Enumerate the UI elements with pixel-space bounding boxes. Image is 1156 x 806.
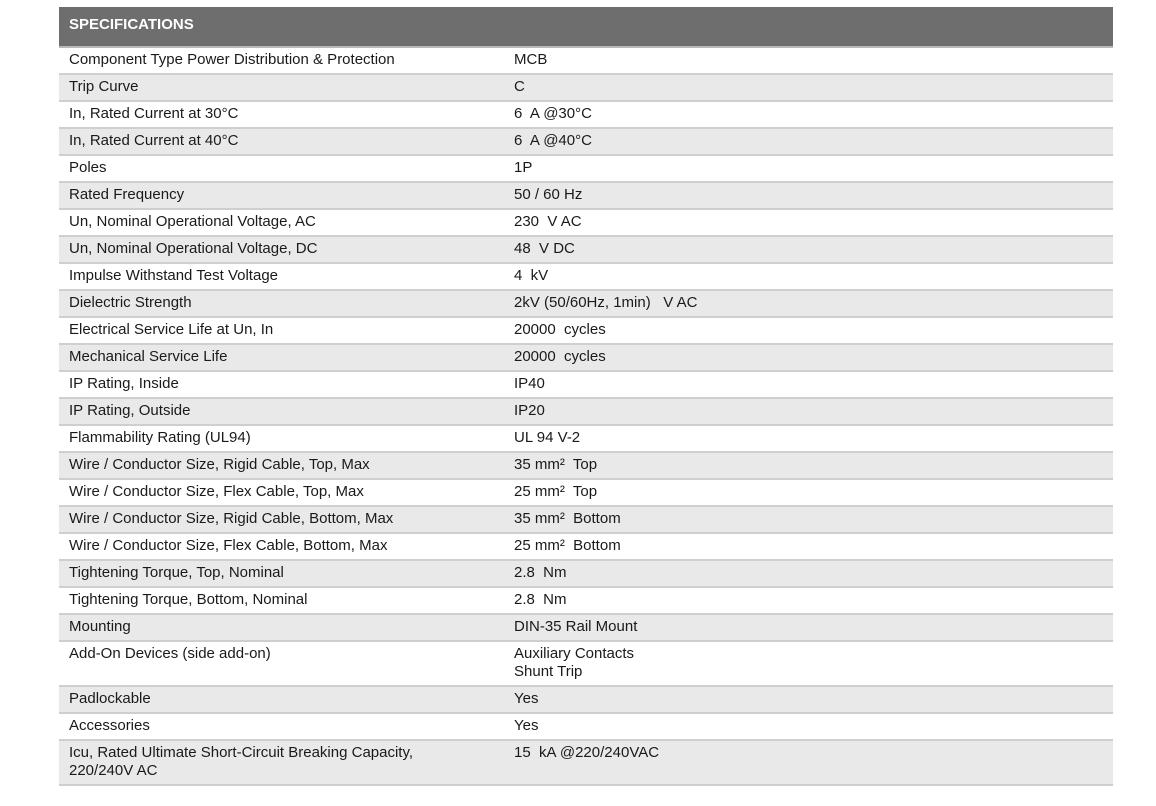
spec-value: UL 94 V-2 bbox=[514, 429, 581, 446]
table-row bbox=[59, 102, 1113, 129]
table-row bbox=[59, 399, 1113, 426]
spec-label: Rated Frequency bbox=[69, 186, 185, 203]
spec-label: Mounting bbox=[69, 618, 131, 635]
spec-value: 2.8 Nm bbox=[514, 591, 567, 608]
specifications-table bbox=[59, 48, 1113, 786]
spec-label: Flammability Rating (UL94) bbox=[69, 429, 251, 446]
spec-value: 50 / 60 Hz bbox=[514, 186, 583, 203]
spec-value: IP20 bbox=[514, 402, 545, 419]
table-row bbox=[59, 642, 1113, 687]
spec-label: Dielectric Strength bbox=[69, 294, 192, 311]
spec-label: Add-On Devices (side add-on) bbox=[69, 645, 271, 662]
spec-label: Poles bbox=[69, 159, 107, 176]
specifications-sheet bbox=[59, 7, 1113, 786]
spec-label: Wire / Conductor Size, Flex Cable, Top, Max bbox=[69, 483, 364, 500]
spec-value: 4 kV bbox=[514, 267, 549, 284]
table-row bbox=[59, 237, 1113, 264]
spec-label: Impulse Withstand Test Voltage bbox=[69, 267, 279, 284]
spec-label: In, Rated Current at 40°C bbox=[69, 132, 239, 149]
table-row bbox=[59, 75, 1113, 102]
table-row bbox=[59, 426, 1113, 453]
table-row bbox=[59, 687, 1113, 714]
table-row bbox=[59, 210, 1113, 237]
spec-label: IP Rating, Outside bbox=[69, 402, 191, 419]
spec-value: 6 A @30°C bbox=[514, 105, 592, 122]
spec-value: DIN-35 Rail Mount bbox=[514, 618, 638, 635]
table-row bbox=[59, 480, 1113, 507]
table-row bbox=[59, 588, 1113, 615]
table-row bbox=[59, 345, 1113, 372]
table-row bbox=[59, 615, 1113, 642]
spec-value: Auxiliary Contacts Shunt Trip bbox=[514, 645, 635, 680]
spec-value: 20000 cycles bbox=[514, 348, 606, 365]
spec-value: Yes bbox=[514, 690, 539, 707]
spec-label: Mechanical Service Life bbox=[69, 348, 228, 365]
spec-label: Trip Curve bbox=[69, 78, 139, 95]
table-row bbox=[59, 453, 1113, 480]
table-row bbox=[59, 534, 1113, 561]
table-row bbox=[59, 714, 1113, 741]
spec-value: 48 V DC bbox=[514, 240, 575, 257]
table-row bbox=[59, 183, 1113, 210]
table-row bbox=[59, 264, 1113, 291]
table-row bbox=[59, 156, 1113, 183]
spec-label: Tightening Torque, Top, Nominal bbox=[69, 564, 284, 581]
table-row bbox=[59, 318, 1113, 345]
spec-value: 35 mm² Top bbox=[514, 456, 598, 473]
spec-value: 35 mm² Bottom bbox=[514, 510, 621, 527]
spec-label: Un, Nominal Operational Voltage, DC bbox=[69, 240, 318, 257]
spec-value: 6 A @40°C bbox=[514, 132, 592, 149]
spec-value: 2kV (50/60Hz, 1min) V AC bbox=[514, 294, 698, 311]
spec-label: Component Type Power Distribution & Protection bbox=[69, 51, 395, 68]
spec-label: Un, Nominal Operational Voltage, AC bbox=[69, 213, 316, 230]
spec-label: Wire / Conductor Size, Rigid Cable, Bottom, Max bbox=[69, 510, 394, 527]
spec-value: C bbox=[514, 78, 525, 95]
table-row bbox=[59, 372, 1113, 399]
table-row bbox=[59, 741, 1113, 786]
table-row bbox=[59, 48, 1113, 75]
spec-value: 15 kA @220/240VAC bbox=[514, 744, 660, 761]
table-row bbox=[59, 129, 1113, 156]
spec-value: 2.8 Nm bbox=[514, 564, 567, 581]
spec-value: 230 V AC bbox=[514, 213, 582, 230]
spec-label: Accessories bbox=[69, 717, 150, 734]
spec-value: 25 mm² Bottom bbox=[514, 537, 621, 554]
section-title: SPECIFICATIONS bbox=[59, 7, 1113, 48]
spec-value: IP40 bbox=[514, 375, 545, 392]
spec-value: 1P bbox=[514, 159, 533, 176]
spec-label: Padlockable bbox=[69, 690, 151, 707]
spec-label: Wire / Conductor Size, Flex Cable, Bottom, Max bbox=[69, 537, 388, 554]
spec-label: Icu, Rated Ultimate Short-Circuit Breaking Capacity, 220/240V AC bbox=[69, 744, 414, 779]
spec-value: 20000 cycles bbox=[514, 321, 606, 338]
table-row bbox=[59, 561, 1113, 588]
spec-label: In, Rated Current at 30°C bbox=[69, 105, 239, 122]
spec-label: Electrical Service Life at Un, In bbox=[69, 321, 274, 338]
spec-label: Tightening Torque, Bottom, Nominal bbox=[69, 591, 308, 608]
spec-label: IP Rating, Inside bbox=[69, 375, 179, 392]
spec-label: Wire / Conductor Size, Rigid Cable, Top, Max bbox=[69, 456, 370, 473]
spec-value: Yes bbox=[514, 717, 539, 734]
table-row bbox=[59, 291, 1113, 318]
table-row bbox=[59, 507, 1113, 534]
spec-value: 25 mm² Top bbox=[514, 483, 598, 500]
spec-value: MCB bbox=[514, 51, 548, 68]
